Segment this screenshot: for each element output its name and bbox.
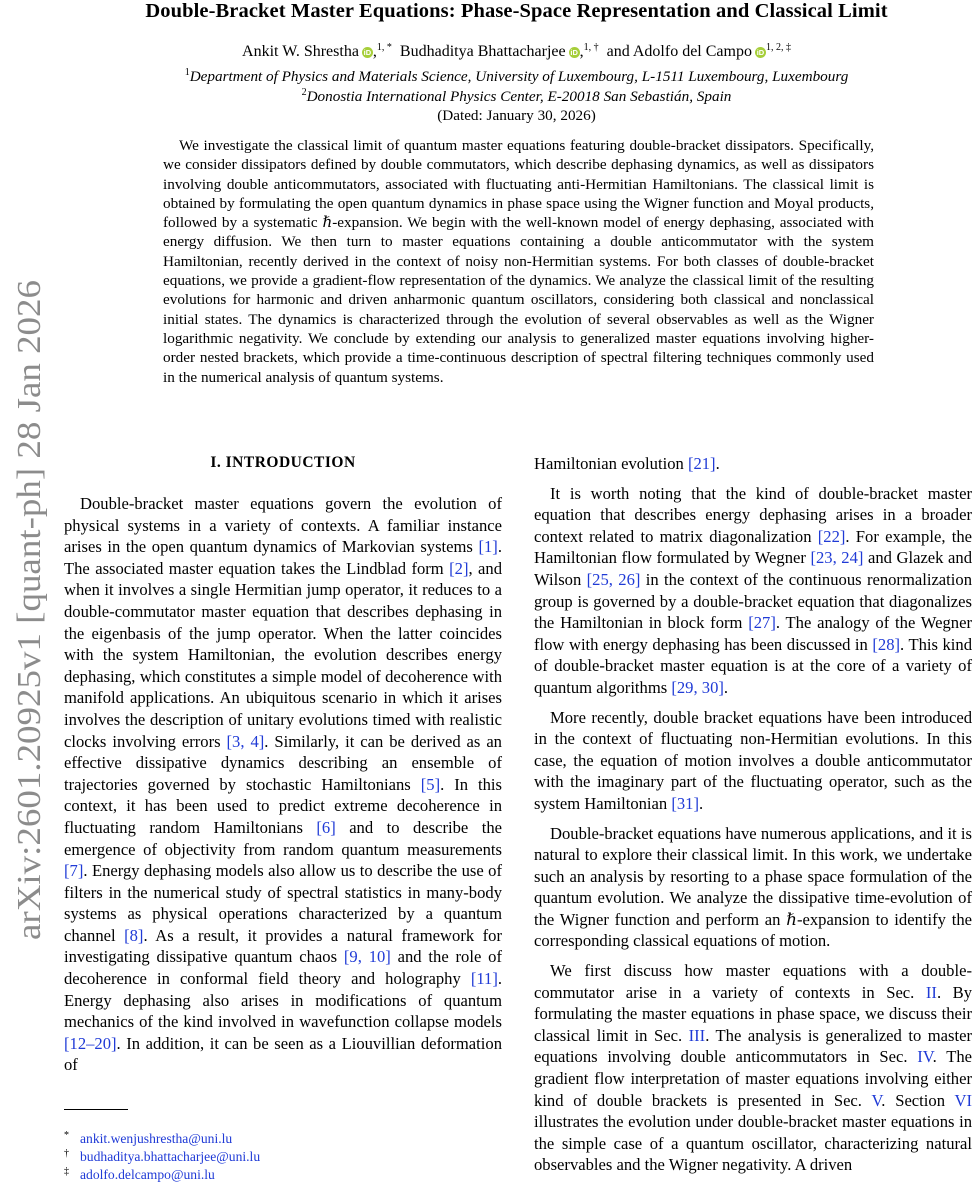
citation-link[interactable]: [31] xyxy=(671,793,700,813)
author-name: Budhaditya Bhattacharjee xyxy=(399,43,566,60)
footnote: * ankit.wenjushrestha@uni.lu xyxy=(64,1130,233,1146)
email-link[interactable]: budhaditya.bhattacharjee@uni.lu xyxy=(80,1149,261,1164)
affiliation-1: $^1$Department of Physics and Materials Science, University of Luxembourg, L-1511 Luxembourg, Luxembourg xyxy=(184,67,849,85)
citation-link[interactable]: [21] xyxy=(687,454,716,473)
citation-link[interactable]: [3, 4] xyxy=(226,731,265,751)
author-list: Ankit W. Shrestha iD ,$^{1, *}$ Budhaditya Bhattacharjee iD ,$^{1, \dagger}$ and Adolfo del Campo iD $^{1, 2, \ddagger}$ xyxy=(242,42,791,60)
citation-link[interactable]: [5] xyxy=(420,774,441,794)
citation-link[interactable]: [27] xyxy=(748,613,776,633)
citation-link[interactable]: [1] xyxy=(478,537,498,557)
paper-title: Double-Bracket Master Equations: Phase-Space Representation and Classical Limit xyxy=(145,0,888,22)
citation-link[interactable]: [28] xyxy=(872,634,901,654)
author-name: Adolfo del Campo xyxy=(632,43,752,60)
citation-link[interactable]: [9, 10] xyxy=(343,947,391,967)
section-heading-introduction: I. INTRODUCTION xyxy=(210,454,356,471)
citation-link[interactable]: [7] xyxy=(64,861,84,881)
citation-link[interactable]: [2] xyxy=(449,558,469,578)
affiliation-2: $^2$Donostia International Physics Center, E-20018 San Sebastián, Spain xyxy=(301,87,732,105)
citation-link[interactable]: [12–20] xyxy=(64,1033,117,1053)
author-name: Ankit W. Shrestha xyxy=(242,43,359,60)
right-column xyxy=(534,453,972,1184)
citation-link[interactable]: [25, 26] xyxy=(586,569,641,589)
footnote-divider xyxy=(64,1109,128,1110)
citation-link[interactable]: III xyxy=(688,1025,706,1045)
citation-link[interactable]: IV xyxy=(917,1047,933,1067)
left-column xyxy=(64,493,502,1084)
citation-link[interactable]: VI xyxy=(954,1090,972,1110)
arxiv-identifier-stamp xyxy=(2,280,54,940)
paragraph: Double-bracket master equations govern the evolution of physical systems in a variety of contexts. A familiar instance arises in the open quantum dynamics of Markovian systems [1]. The associated master equation takes the Lindblad form [2], and when it involves a single Hermitian jump operator, it reduces to a double-commutator master equation that describes dephasing in the eigenbasis of the jump operator. When the latter coincides with the system Hamiltonian, the evolution describes energy dephasing, which constitutes a simple model of decoherence with manifold applications. An ubiquitous scenario in which it arises involves the description of unitary evolutions timed with realistic clocks involving errors [3, 4]. Similarly, it can be derived as an effective dissipative dynamics describing an ensemble of trajectories governed by stochastic Hamiltonians [5]. In this context, it has been used to predict extreme decoherence in fluctuating random Hamiltonians [6] and to describe the emergence of objectivity from random quantum measurements [7]. Energy dephasing models also allow us to describe the use of filters in the numerical study of spectral statistics in many-body systems as physical operations characterized by a quantum channel [8]. As a result, it provides a natural framework for investigating dissipative quantum chaos [9, 10] and the role of decoherence in conformal field theory and holography [11]. Energy dephasing also arises in modifications of quantum mechanics of the kind involved in wavefunction collapse models [12–20]. In addition, it can be seen as a Liouvillian deformation of xyxy=(64,494,502,1075)
citation-link[interactable]: [11] xyxy=(470,969,498,989)
paragraph: It is worth noting that the kind of double-bracket master equation that describes energy dephasing arises in a broader context related to matrix diagonalization [22]. For example, the Hamiltonian flow formulated by Wegner [23, 24] and Glazek and Wilson [25, 26] in the context of the continuous renormalization group is governed by a double-bracket equation that diagonalizes the Hamiltonian in block form [27]. The analogy of the Wegner flow with energy dephasing has been discussed in [28]. This kind of double-bracket master equation is at the core of a variety of quantum algorithms [29, 30]. xyxy=(534,483,972,697)
author-affiliation-mark[interactable]: 1, * xyxy=(376,42,392,53)
author-affiliation-mark[interactable]: 1, 2, ‡ xyxy=(765,42,791,53)
citation-link[interactable]: [29, 30] xyxy=(671,677,724,697)
footnote: † budhaditya.bhattacharjee@uni.lu xyxy=(64,1148,261,1164)
paragraph: Hamiltonian evolution [21]. xyxy=(534,454,720,473)
citation-link[interactable]: [6] xyxy=(316,817,336,837)
orcid-icon[interactable]: iD xyxy=(756,48,765,57)
citation-link[interactable]: II xyxy=(925,982,937,1002)
email-link[interactable]: adolfo.delcampo@uni.lu xyxy=(80,1167,215,1182)
orcid-icon[interactable]: iD xyxy=(363,48,372,57)
orcid-icon[interactable]: iD xyxy=(570,48,578,57)
author-affiliation-mark[interactable]: 1, † xyxy=(583,42,599,53)
citation-link[interactable]: [8] xyxy=(124,925,144,945)
citation-link[interactable]: V xyxy=(871,1090,882,1110)
author-conjunction: and xyxy=(606,43,630,60)
footnote: ‡ adolfo.delcampo@uni.lu xyxy=(64,1166,215,1182)
citation-link[interactable]: [22] xyxy=(817,526,846,546)
paragraph: We first discuss how master equations with a double-commutator arise in a variety of contexts in Sec. II. By formulating the master equations in phase space, we discuss their classical limit in Sec. III. The analysis is generalized to master equations involving double anticommutators in Sec. IV. The gradient flow interpretation of master equations involving either kind of double brackets is presented in Sec. V. Section VI illustrates the evolution under double-bracket master equations in the simple case of a quantum oscillator, characterizing natural observables and the Wigner negativity. A driven xyxy=(534,961,973,1175)
date-line: (Dated: January 30, 2026) xyxy=(437,107,596,124)
abstract: We investigate the classical limit of quantum master equations featuring double-bracket dissipators. Specifically, we consider dissipators defined by double commutators, which describe dephasing dynamics, as well as dissipators involving double anticommutators, associated with fluctuating anti-Hermitian Hamiltonians. The classical limit is obtained by formulating the open quantum dynamics in phase space using the Wigner function and Moyal products, followed by a systematic ℏ-expansion. We begin with the well-known model of energy dephasing, associated with energy diffusion. We then turn to master equations containing a double anticommutator with the system Hamiltonian, recently derived in the context of noisy non-Hermitian systems. For both classes of double-bracket equations, we provide a gradient-flow representation of the dynamics. We analyze the classical limit of the resulting evolutions for harmonic and driven anharmonic quantum oscillators, considering both classical and nonclassical initial states. The dynamics is characterized through the evolution of several observables as well as the Wigner logarithmic negativity. We conclude by extending our analysis to generalized master equations involving higher-order nested brackets, which provide a time-continuous description of spectral filtering techniques commonly used in the numerical analysis of quantum systems. xyxy=(163,137,874,386)
arxiv-stamp-text: arXiv:2601.20925v1 [quant-ph] 28 Jan 2026 xyxy=(11,332,48,940)
email-link[interactable]: ankit.wenjushrestha@uni.lu xyxy=(80,1131,233,1146)
paragraph: Double-bracket equations have numerous applications, and it is natural to explore their classical limit. In this work, we undertake such an analysis by resorting to a phase space formulation of the quantum evolution. We analyze the dissipative time-evolution of the Wigner function and perform an ℏ-expansion to identify the corresponding classical equations of motion. xyxy=(534,823,972,951)
citation-link[interactable]: [23, 24] xyxy=(810,548,864,568)
paragraph: More recently, double bracket equations have been introduced in the context of fluctuating non-Hermitian evolutions. In this case, the equation of motion involves a double anticommutator with the imaginary part of the fluctuating operator, such as the system Hamiltonian [31]. xyxy=(534,707,972,813)
footnotes xyxy=(64,1130,260,1184)
